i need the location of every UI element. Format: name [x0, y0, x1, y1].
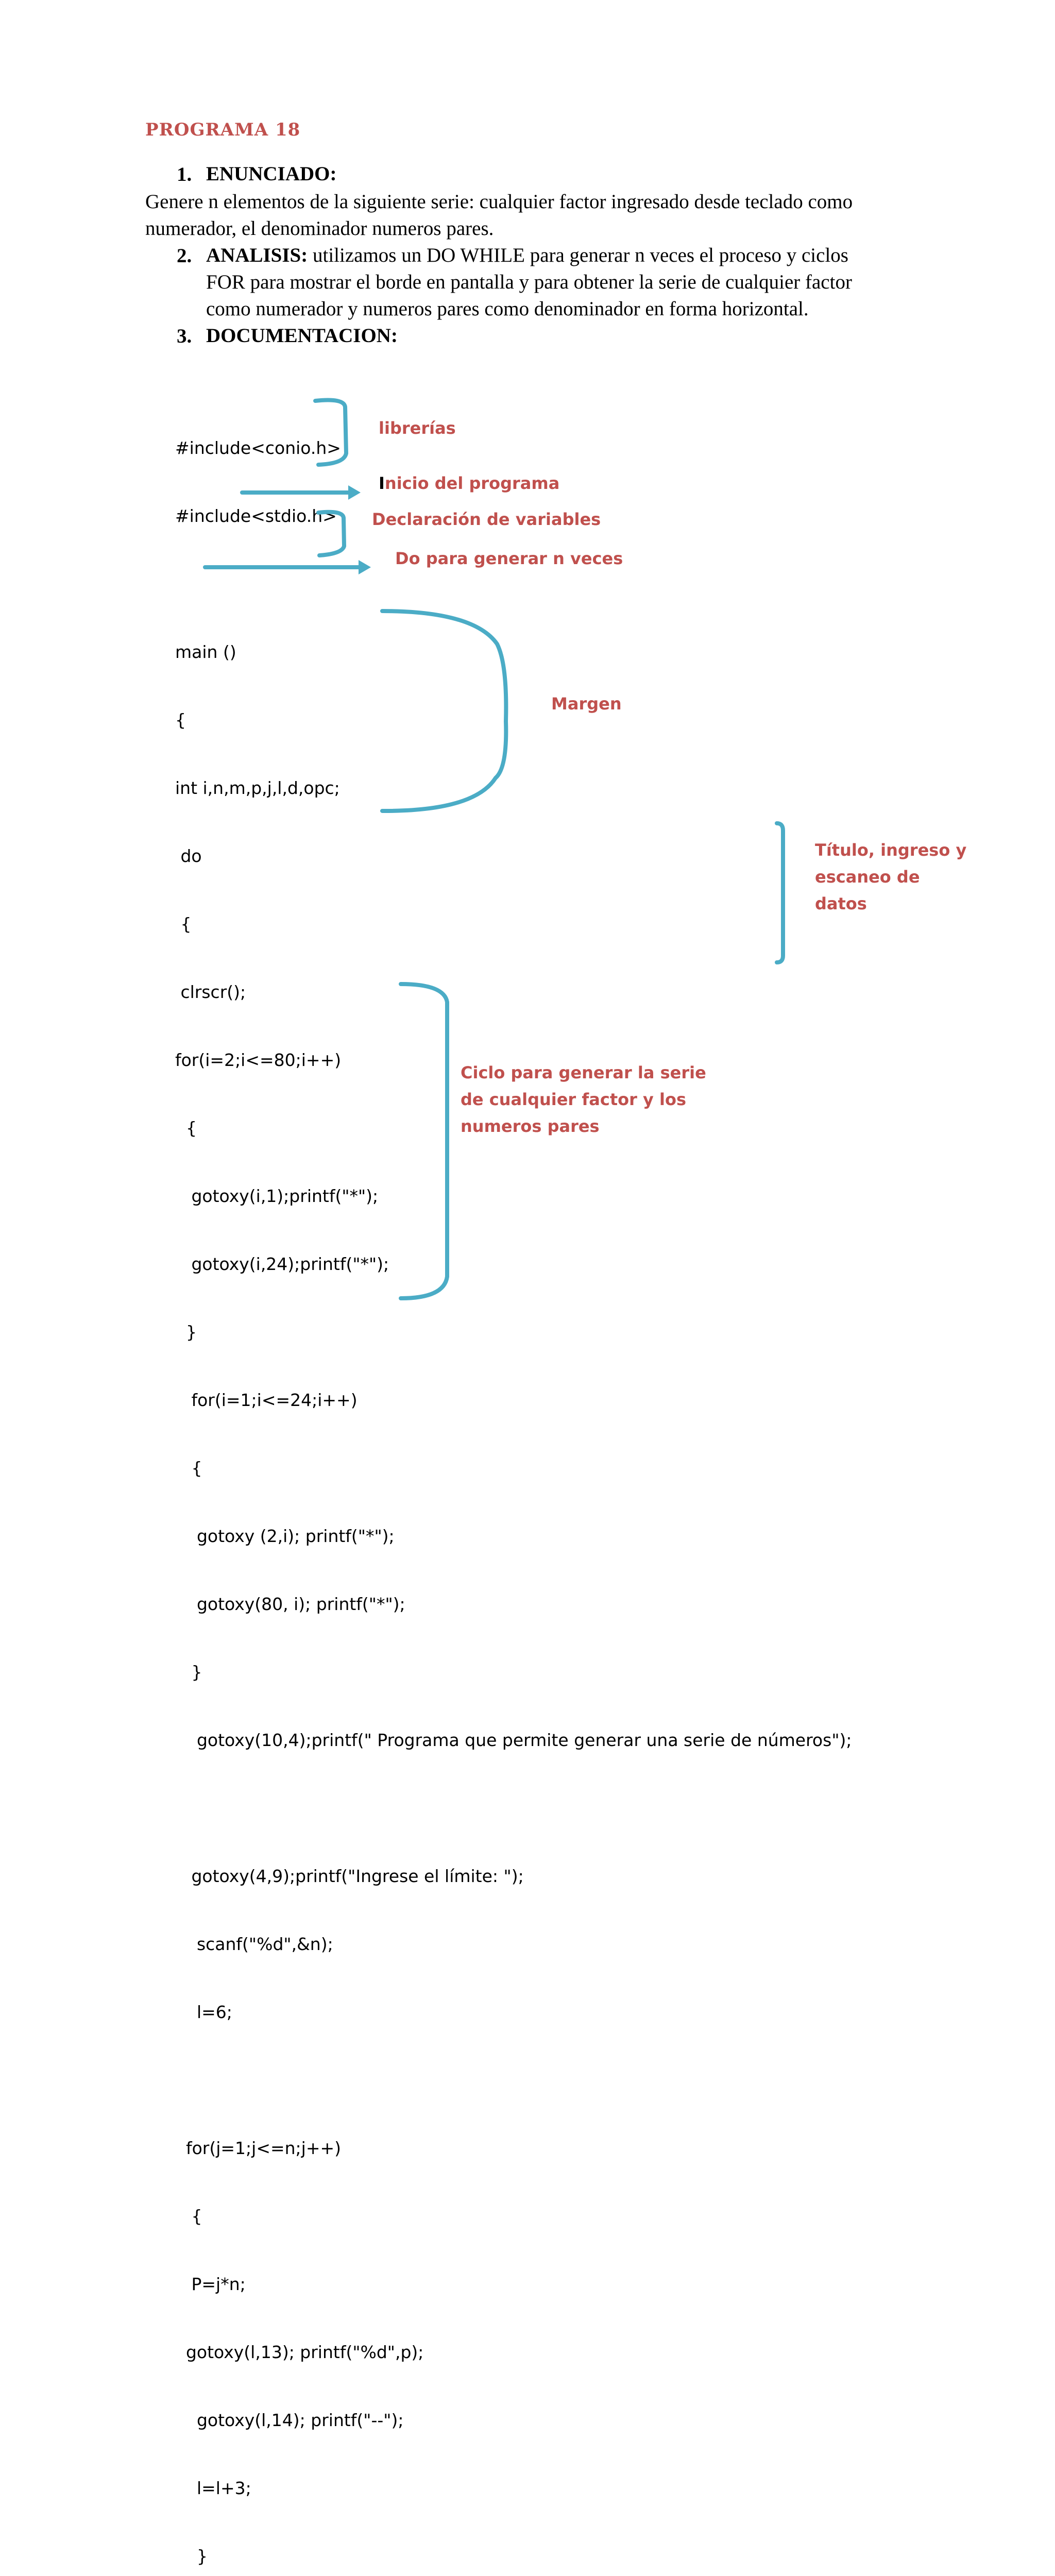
code-line: clrscr(); [175, 982, 246, 1002]
code-line: for(i=2;i<=80;i++) [175, 1050, 342, 1070]
code-line: } [175, 1322, 197, 1342]
code-line: scanf("%d",&n); [175, 1934, 333, 1954]
code-line: { [175, 2206, 202, 2226]
code-line: l=l+3; [175, 2478, 251, 2498]
annotation-titulo-line-1: Título, ingreso y [815, 840, 967, 860]
section-3-number: 3. [177, 325, 192, 347]
page-title: PROGRAMA 18 [145, 120, 301, 140]
code-line: } [175, 2546, 208, 2566]
code-line: gotoxy(4,9);printf("Ingrese el límite: "); [175, 1866, 524, 1886]
code-line: for(i=1;i<=24;i++) [175, 1390, 358, 1410]
code-line: int i,n,m,p,j,l,d,opc; [175, 778, 340, 798]
code-line: { [175, 914, 192, 934]
section-3-title: DOCUMENTACION: [206, 325, 398, 347]
section-2-text-line-1: ANALISIS: utilizamos un DO WHILE para generar n veces el proceso y ciclos [206, 244, 848, 266]
code-line: gotoxy(i,1);printf("*"); [175, 1186, 379, 1206]
code-line: gotoxy(l,14); printf("--"); [175, 2410, 404, 2430]
code-line: gotoxy (2,i); printf("*"); [175, 1526, 395, 1546]
ciclo-bracket [401, 984, 447, 1298]
do-arrow-head-icon [359, 560, 371, 574]
code-line: do [175, 846, 202, 866]
code-line: main () [175, 642, 236, 662]
annotation-do-generar: Do para generar n veces [395, 549, 623, 568]
annotation-declaracion-variables: Declaración de variables [372, 510, 601, 529]
code-line [175, 1797, 852, 1820]
librerias-bracket [315, 400, 346, 465]
code-line: { [175, 1118, 197, 1138]
code-line: P=j*n; [175, 2274, 246, 2294]
inicio-arrow-head-icon [348, 485, 361, 500]
annotation-inicio-programa: Inicio del programa [379, 473, 560, 493]
section-2-number: 2. [177, 245, 192, 267]
annotation-ciclo-line-1: Ciclo para generar la serie [461, 1063, 706, 1082]
annotation-titulo-line-2: escaneo de [815, 867, 920, 887]
titulo-bracket [777, 823, 783, 962]
code-line: gotoxy(i,24);printf("*"); [175, 1254, 389, 1274]
code-line: #include<stdio.h> [175, 506, 337, 526]
annotation-titulo-line-3: datos [815, 894, 867, 913]
annotation-margen: Margen [551, 694, 622, 714]
code-line: { [175, 1458, 202, 1478]
code-line [175, 2069, 852, 2092]
section-2-text-line-3: como numerador y numeros pares como denominador en forma horizontal. [206, 298, 809, 320]
code-line: gotoxy(80, i); printf("*"); [175, 1594, 405, 1614]
code-line: { [175, 710, 186, 730]
section-1-text-line-1: Genere n elementos de la siguiente serie: cualquier factor ingresado desde teclado como [145, 191, 853, 213]
margen-bracket [382, 611, 506, 811]
annotation-ciclo-line-2: de cualquier factor y los [461, 1090, 687, 1109]
section-2-text-line-2: FOR para mostrar el borde en pantalla y para obtener la serie de cualquier factor [206, 271, 852, 293]
code-line: gotoxy(l,13); printf("%d",p); [175, 2342, 424, 2362]
annotation-librerias: librerías [379, 418, 456, 438]
section-1-text-line-2: numerador, el denominador numeros pares. [145, 217, 494, 240]
section-1-title: ENUNCIADO: [206, 163, 337, 185]
annotation-ciclo-line-3: numeros pares [461, 1116, 600, 1136]
code-line: for(j=1;j<=n;j++) [175, 2138, 342, 2158]
section-1-number: 1. [177, 163, 192, 185]
code-line: l=6; [175, 2002, 232, 2022]
declaracion-bracket [318, 512, 344, 555]
code-line: gotoxy(10,4);printf(" Programa que permite generar una serie de números"); [175, 1730, 852, 1750]
code-line: #include<conio.h> [175, 438, 341, 458]
code-line: } [175, 1662, 202, 1682]
